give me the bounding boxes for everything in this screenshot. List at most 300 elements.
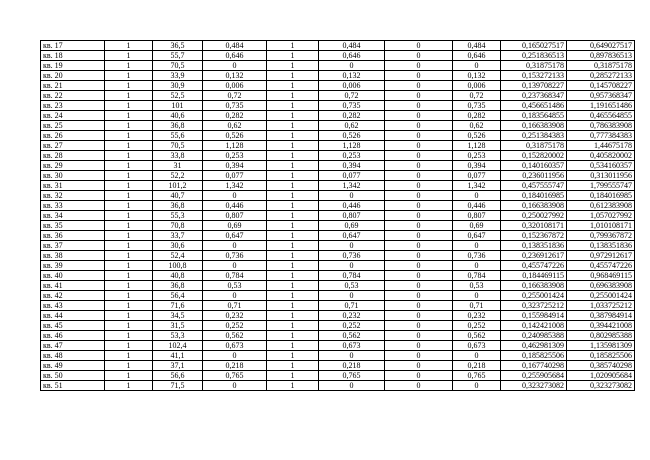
table-cell: 0,394 [453, 161, 501, 171]
table-cell: 0 [453, 291, 501, 301]
table-cell: 37,1 [153, 361, 203, 371]
table-cell: 0 [319, 191, 385, 201]
table-cell: 0,232 [203, 311, 267, 321]
table-cell: 1 [105, 231, 153, 241]
table-cell: 1 [105, 101, 153, 111]
table-cell: 36,8 [153, 281, 203, 291]
table-cell: 0,456651486 [501, 101, 567, 111]
table-cell: 1 [105, 151, 153, 161]
table-cell: 0,152820002 [501, 151, 567, 161]
table-cell: 0 [453, 241, 501, 251]
apartment-label-cell: кв. 42 [41, 291, 105, 301]
table-cell: 0,166383908 [501, 121, 567, 131]
table-cell: 1 [105, 171, 153, 181]
table-cell: 0,218 [453, 361, 501, 371]
table-cell: 0,646 [203, 51, 267, 61]
table-cell: 0,62 [319, 121, 385, 131]
table-cell: 0 [385, 231, 453, 241]
table-cell: 0 [385, 51, 453, 61]
table-cell: 0,72 [203, 91, 267, 101]
table-row [41, 211, 635, 221]
table-cell: 0,957368347 [567, 91, 635, 101]
apartment-label-cell: кв. 30 [41, 171, 105, 181]
table-cell: 36,8 [153, 201, 203, 211]
table-cell: 1 [267, 351, 319, 361]
table-cell: 0,71 [203, 301, 267, 311]
table-cell: 0,612383908 [567, 201, 635, 211]
table-cell: 0,253 [319, 151, 385, 161]
table-cell: 1 [267, 151, 319, 161]
apartment-label-cell: кв. 19 [41, 61, 105, 71]
table-cell: 102,4 [153, 341, 203, 351]
table-cell: 1 [267, 291, 319, 301]
table-cell: 40,7 [153, 191, 203, 201]
table-cell: 1 [267, 331, 319, 341]
table-row [41, 291, 635, 301]
table-cell: 0,972912617 [567, 251, 635, 261]
table-cell: 0,252 [319, 321, 385, 331]
table-cell: 0 [203, 61, 267, 71]
table-row [41, 41, 635, 51]
table-row [41, 341, 635, 351]
table-cell: 1 [267, 171, 319, 181]
table-cell: 0 [385, 311, 453, 321]
table-cell: 0,457555747 [501, 181, 567, 191]
table-cell: 0,696383908 [567, 281, 635, 291]
table-row [41, 261, 635, 271]
table-cell: 0,252 [203, 321, 267, 331]
table-cell: 0,405820002 [567, 151, 635, 161]
table-row [41, 51, 635, 61]
table-cell: 1,128 [203, 141, 267, 151]
table-row [41, 131, 635, 141]
table-cell: 0,446 [319, 201, 385, 211]
table-cell: 0,184016985 [567, 191, 635, 201]
table-cell: 1 [267, 41, 319, 51]
table-cell: 1 [105, 261, 153, 271]
table-cell: 0,484 [319, 41, 385, 51]
table-cell: 0,255001424 [567, 291, 635, 301]
table-cell: 0 [385, 171, 453, 181]
table-cell: 33,8 [153, 151, 203, 161]
apartment-label-cell: кв. 47 [41, 341, 105, 351]
table-cell: 0,484 [453, 41, 501, 51]
table-cell: 1 [105, 361, 153, 371]
apartment-label-cell: кв. 49 [41, 361, 105, 371]
table-cell: 0,647 [319, 231, 385, 241]
table-cell: 0,236011956 [501, 171, 567, 181]
table-cell: 0 [385, 261, 453, 271]
table-cell: 1 [267, 251, 319, 261]
table-cell: 1 [105, 191, 153, 201]
table-cell: 0 [385, 211, 453, 221]
table-cell: 1 [267, 81, 319, 91]
table-cell: 0,465564855 [567, 111, 635, 121]
table-cell: 0,006 [453, 81, 501, 91]
table-row [41, 171, 635, 181]
table-cell: 0,218 [203, 361, 267, 371]
table-cell: 71,6 [153, 301, 203, 311]
apartment-label-cell: кв. 46 [41, 331, 105, 341]
table-cell: 70,5 [153, 141, 203, 151]
apartment-label-cell: кв. 21 [41, 81, 105, 91]
apartment-label-cell: кв. 20 [41, 71, 105, 81]
table-cell: 0 [319, 291, 385, 301]
table-cell: 1 [267, 301, 319, 311]
table-cell: 0,132 [319, 71, 385, 81]
table-cell: 0,313011956 [567, 171, 635, 181]
table-cell: 56,6 [153, 371, 203, 381]
table-row [41, 311, 635, 321]
table-cell: 30,6 [153, 241, 203, 251]
apartment-label-cell: кв. 29 [41, 161, 105, 171]
table-cell: 1 [105, 371, 153, 381]
table-cell: 1 [105, 141, 153, 151]
table-cell: 0,446 [203, 201, 267, 211]
table-row [41, 331, 635, 341]
table-row [41, 191, 635, 201]
table-cell: 100,8 [153, 261, 203, 271]
apartment-label-cell: кв. 44 [41, 311, 105, 321]
table-cell: 0,897836513 [567, 51, 635, 61]
table-cell: 0,735 [203, 101, 267, 111]
table-cell: 0,155984914 [501, 311, 567, 321]
table-cell: 0 [385, 151, 453, 161]
apartment-label-cell: кв. 37 [41, 241, 105, 251]
table-cell: 0 [319, 381, 385, 391]
table-cell: 1,342 [203, 181, 267, 191]
table-cell: 0 [319, 241, 385, 251]
table-cell: 0,802985388 [567, 331, 635, 341]
table-cell: 0,69 [319, 221, 385, 231]
table-cell: 0 [385, 121, 453, 131]
table-cell: 0,62 [453, 121, 501, 131]
table-cell: 0,232 [319, 311, 385, 321]
table-cell: 41,1 [153, 351, 203, 361]
table-cell: 1 [105, 311, 153, 321]
table-row [41, 121, 635, 131]
table-cell: 0 [319, 61, 385, 71]
table-row [41, 381, 635, 391]
table-cell: 0,71 [453, 301, 501, 311]
apartment-label-cell: кв. 31 [41, 181, 105, 191]
table-cell: 0,799367872 [567, 231, 635, 241]
table-cell: 0,53 [203, 281, 267, 291]
table-cell: 0 [385, 371, 453, 381]
table-row [41, 151, 635, 161]
table-cell: 52,4 [153, 251, 203, 261]
table-cell: 1 [267, 191, 319, 201]
apartment-label-cell: кв. 32 [41, 191, 105, 201]
table-row [41, 141, 635, 151]
apartment-label-cell: кв. 34 [41, 211, 105, 221]
table-cell: 1 [267, 241, 319, 251]
table-cell: 1 [105, 301, 153, 311]
table-cell: 1 [105, 321, 153, 331]
table-cell: 0,526 [203, 131, 267, 141]
table-cell: 1,799555747 [567, 181, 635, 191]
table-cell: 0,394 [319, 161, 385, 171]
table-cell: 0 [385, 61, 453, 71]
table-cell: 0,183564855 [501, 111, 567, 121]
apartment-label-cell: кв. 40 [41, 271, 105, 281]
table-cell: 55,3 [153, 211, 203, 221]
table-cell: 0,250027992 [501, 211, 567, 221]
table-cell: 0 [385, 41, 453, 51]
apartment-label-cell: кв. 38 [41, 251, 105, 261]
table-cell: 1 [267, 271, 319, 281]
apartment-label-cell: кв. 36 [41, 231, 105, 241]
table-cell: 0 [385, 141, 453, 151]
table-cell: 1 [267, 321, 319, 331]
table-cell: 31,5 [153, 321, 203, 331]
table-body [41, 41, 635, 391]
table-cell: 0,140160357 [501, 161, 567, 171]
table-cell: 0,323273082 [567, 381, 635, 391]
table-cell: 0,765 [453, 371, 501, 381]
table-cell: 0,784 [453, 271, 501, 281]
table-cell: 1 [267, 231, 319, 241]
table-cell: 0,152367872 [501, 231, 567, 241]
table-cell: 1 [267, 111, 319, 121]
table-cell: 0,647 [203, 231, 267, 241]
apartment-label-cell: кв. 18 [41, 51, 105, 61]
table-row [41, 361, 635, 371]
table-cell: 1 [267, 91, 319, 101]
table-cell: 0,31875178 [567, 61, 635, 71]
table-cell: 0 [385, 131, 453, 141]
table-cell: 0,71 [319, 301, 385, 311]
table-cell: 0,736 [453, 251, 501, 261]
table-cell: 1 [105, 251, 153, 261]
table-cell: 0,184469115 [501, 271, 567, 281]
table-cell: 0,646 [319, 51, 385, 61]
table-row [41, 321, 635, 331]
table-row [41, 251, 635, 261]
table-cell: 0,285272133 [567, 71, 635, 81]
table-cell: 0,807 [453, 211, 501, 221]
table-cell: 0,153272133 [501, 71, 567, 81]
table-cell: 0,142421008 [501, 321, 567, 331]
table-cell: 33,9 [153, 71, 203, 81]
table-cell: 0 [203, 381, 267, 391]
table-cell: 0 [385, 241, 453, 251]
table-cell: 0 [385, 351, 453, 361]
table-cell: 0,394421008 [567, 321, 635, 331]
apartment-label-cell: кв. 33 [41, 201, 105, 211]
table-cell: 0,807 [319, 211, 385, 221]
apartment-label-cell: кв. 35 [41, 221, 105, 231]
table-cell: 1 [105, 241, 153, 251]
apartment-label-cell: кв. 50 [41, 371, 105, 381]
table-cell: 1 [105, 381, 153, 391]
table-cell: 0,232 [453, 311, 501, 321]
table-cell: 1 [267, 141, 319, 151]
table-cell: 1 [267, 381, 319, 391]
table-cell: 0,562 [453, 331, 501, 341]
table-row [41, 351, 635, 361]
table-cell: 1 [267, 201, 319, 211]
table-row [41, 111, 635, 121]
table-cell: 1 [105, 111, 153, 121]
table-row [41, 231, 635, 241]
table-cell: 0,185825506 [501, 351, 567, 361]
table-cell: 0 [385, 361, 453, 371]
table-row [41, 301, 635, 311]
table-cell: 0,69 [203, 221, 267, 231]
apartment-label-cell: кв. 24 [41, 111, 105, 121]
table-cell: 0,649027517 [567, 41, 635, 51]
table-cell: 0,132 [203, 71, 267, 81]
table-cell: 0 [385, 281, 453, 291]
table-cell: 0,166383908 [501, 281, 567, 291]
table-cell: 0 [203, 351, 267, 361]
table-row [41, 91, 635, 101]
table-cell: 0,138351836 [501, 241, 567, 251]
table-cell: 0,484 [203, 41, 267, 51]
table-cell: 0,253 [203, 151, 267, 161]
table-cell: 0,323273082 [501, 381, 567, 391]
table-cell: 0,784 [203, 271, 267, 281]
table-cell: 0 [385, 161, 453, 171]
table-cell: 0,807 [203, 211, 267, 221]
apartment-label-cell: кв. 23 [41, 101, 105, 111]
table-cell: 0,006 [319, 81, 385, 91]
table-cell: 0 [385, 101, 453, 111]
table-cell: 0,673 [203, 341, 267, 351]
table-row [41, 201, 635, 211]
table-cell: 0,006 [203, 81, 267, 91]
table-cell: 0 [385, 81, 453, 91]
table-cell: 70,8 [153, 221, 203, 231]
table-cell: 0 [385, 271, 453, 281]
table-cell: 1 [267, 361, 319, 371]
table-cell: 0,252 [453, 321, 501, 331]
table-cell: 55,7 [153, 51, 203, 61]
table-cell: 0 [385, 291, 453, 301]
table-cell: 1 [267, 101, 319, 111]
table-cell: 0 [385, 301, 453, 311]
table-cell: 0,62 [203, 121, 267, 131]
table-cell: 0,218 [319, 361, 385, 371]
table-cell: 1,135981309 [567, 341, 635, 351]
table-cell: 1 [105, 161, 153, 171]
apartment-label-cell: кв. 51 [41, 381, 105, 391]
table-cell: 40,8 [153, 271, 203, 281]
table-cell: 0 [385, 181, 453, 191]
apartment-label-cell: кв. 39 [41, 261, 105, 271]
table-cell: 0,534160357 [567, 161, 635, 171]
table-cell: 30,9 [153, 81, 203, 91]
table-cell: 0,526 [319, 131, 385, 141]
table-cell: 1 [267, 371, 319, 381]
table-cell: 1 [105, 281, 153, 291]
table-row [41, 271, 635, 281]
table-cell: 1,128 [319, 141, 385, 151]
table-cell: 1,342 [319, 181, 385, 191]
table-cell: 1,128 [453, 141, 501, 151]
table-cell: 1 [267, 71, 319, 81]
apartment-label-cell: кв. 48 [41, 351, 105, 361]
table-cell: 71,5 [153, 381, 203, 391]
data-table [40, 40, 635, 391]
table-cell: 0,184016985 [501, 191, 567, 201]
table-cell: 1 [105, 121, 153, 131]
table-cell: 0 [385, 91, 453, 101]
table-cell: 1 [105, 271, 153, 281]
table-cell: 0,736 [319, 251, 385, 261]
table-cell: 0,165027517 [501, 41, 567, 51]
table-cell: 0,323725212 [501, 301, 567, 311]
table-cell: 52,5 [153, 91, 203, 101]
table-cell: 0 [203, 241, 267, 251]
table-cell: 0,455747226 [567, 261, 635, 271]
table-cell: 1,020905684 [567, 371, 635, 381]
table-cell: 0,455747226 [501, 261, 567, 271]
table-cell: 1 [105, 341, 153, 351]
table-cell: 0,255001424 [501, 291, 567, 301]
table-cell: 0 [453, 191, 501, 201]
table-cell: 0,72 [453, 91, 501, 101]
table-cell: 0,784 [319, 271, 385, 281]
table-row [41, 161, 635, 171]
table-cell: 0 [385, 221, 453, 231]
table-cell: 0,237368347 [501, 91, 567, 101]
table-cell: 1 [267, 121, 319, 131]
table-cell: 0,562 [319, 331, 385, 341]
table-cell: 0,138351836 [567, 241, 635, 251]
table-cell: 0 [453, 61, 501, 71]
table-cell: 0 [385, 341, 453, 351]
table-cell: 0 [319, 261, 385, 271]
table-cell: 1 [267, 131, 319, 141]
table-cell: 0,387984914 [567, 311, 635, 321]
table-cell: 1 [267, 261, 319, 271]
table-cell: 1 [105, 211, 153, 221]
table-cell: 0,462981309 [501, 341, 567, 351]
table-row [41, 81, 635, 91]
table-cell: 0 [203, 191, 267, 201]
table-cell: 1 [105, 291, 153, 301]
table-cell: 0,735 [453, 101, 501, 111]
table-cell: 1 [267, 51, 319, 61]
table-cell: 1,342 [453, 181, 501, 191]
table-cell: 0 [385, 111, 453, 121]
table-cell: 0,145708227 [567, 81, 635, 91]
table-cell: 0 [203, 261, 267, 271]
table-cell: 0,786383908 [567, 121, 635, 131]
table-cell: 1 [105, 331, 153, 341]
table-cell: 1 [105, 61, 153, 71]
table-cell: 52,2 [153, 171, 203, 181]
table-cell: 1 [105, 41, 153, 51]
table-cell: 0,646 [453, 51, 501, 61]
table-cell: 0,765 [319, 371, 385, 381]
table-cell: 1 [267, 211, 319, 221]
table-row [41, 281, 635, 291]
table-cell: 1 [105, 81, 153, 91]
table-cell: 33,7 [153, 231, 203, 241]
table-cell: 36,5 [153, 41, 203, 51]
table-cell: 0,69 [453, 221, 501, 231]
apartment-label-cell: кв. 41 [41, 281, 105, 291]
table-cell: 101 [153, 101, 203, 111]
apartment-label-cell: кв. 28 [41, 151, 105, 161]
table-row [41, 101, 635, 111]
table-cell: 0 [385, 321, 453, 331]
apartment-label-cell: кв. 17 [41, 41, 105, 51]
table-cell: 0,251836513 [501, 51, 567, 61]
